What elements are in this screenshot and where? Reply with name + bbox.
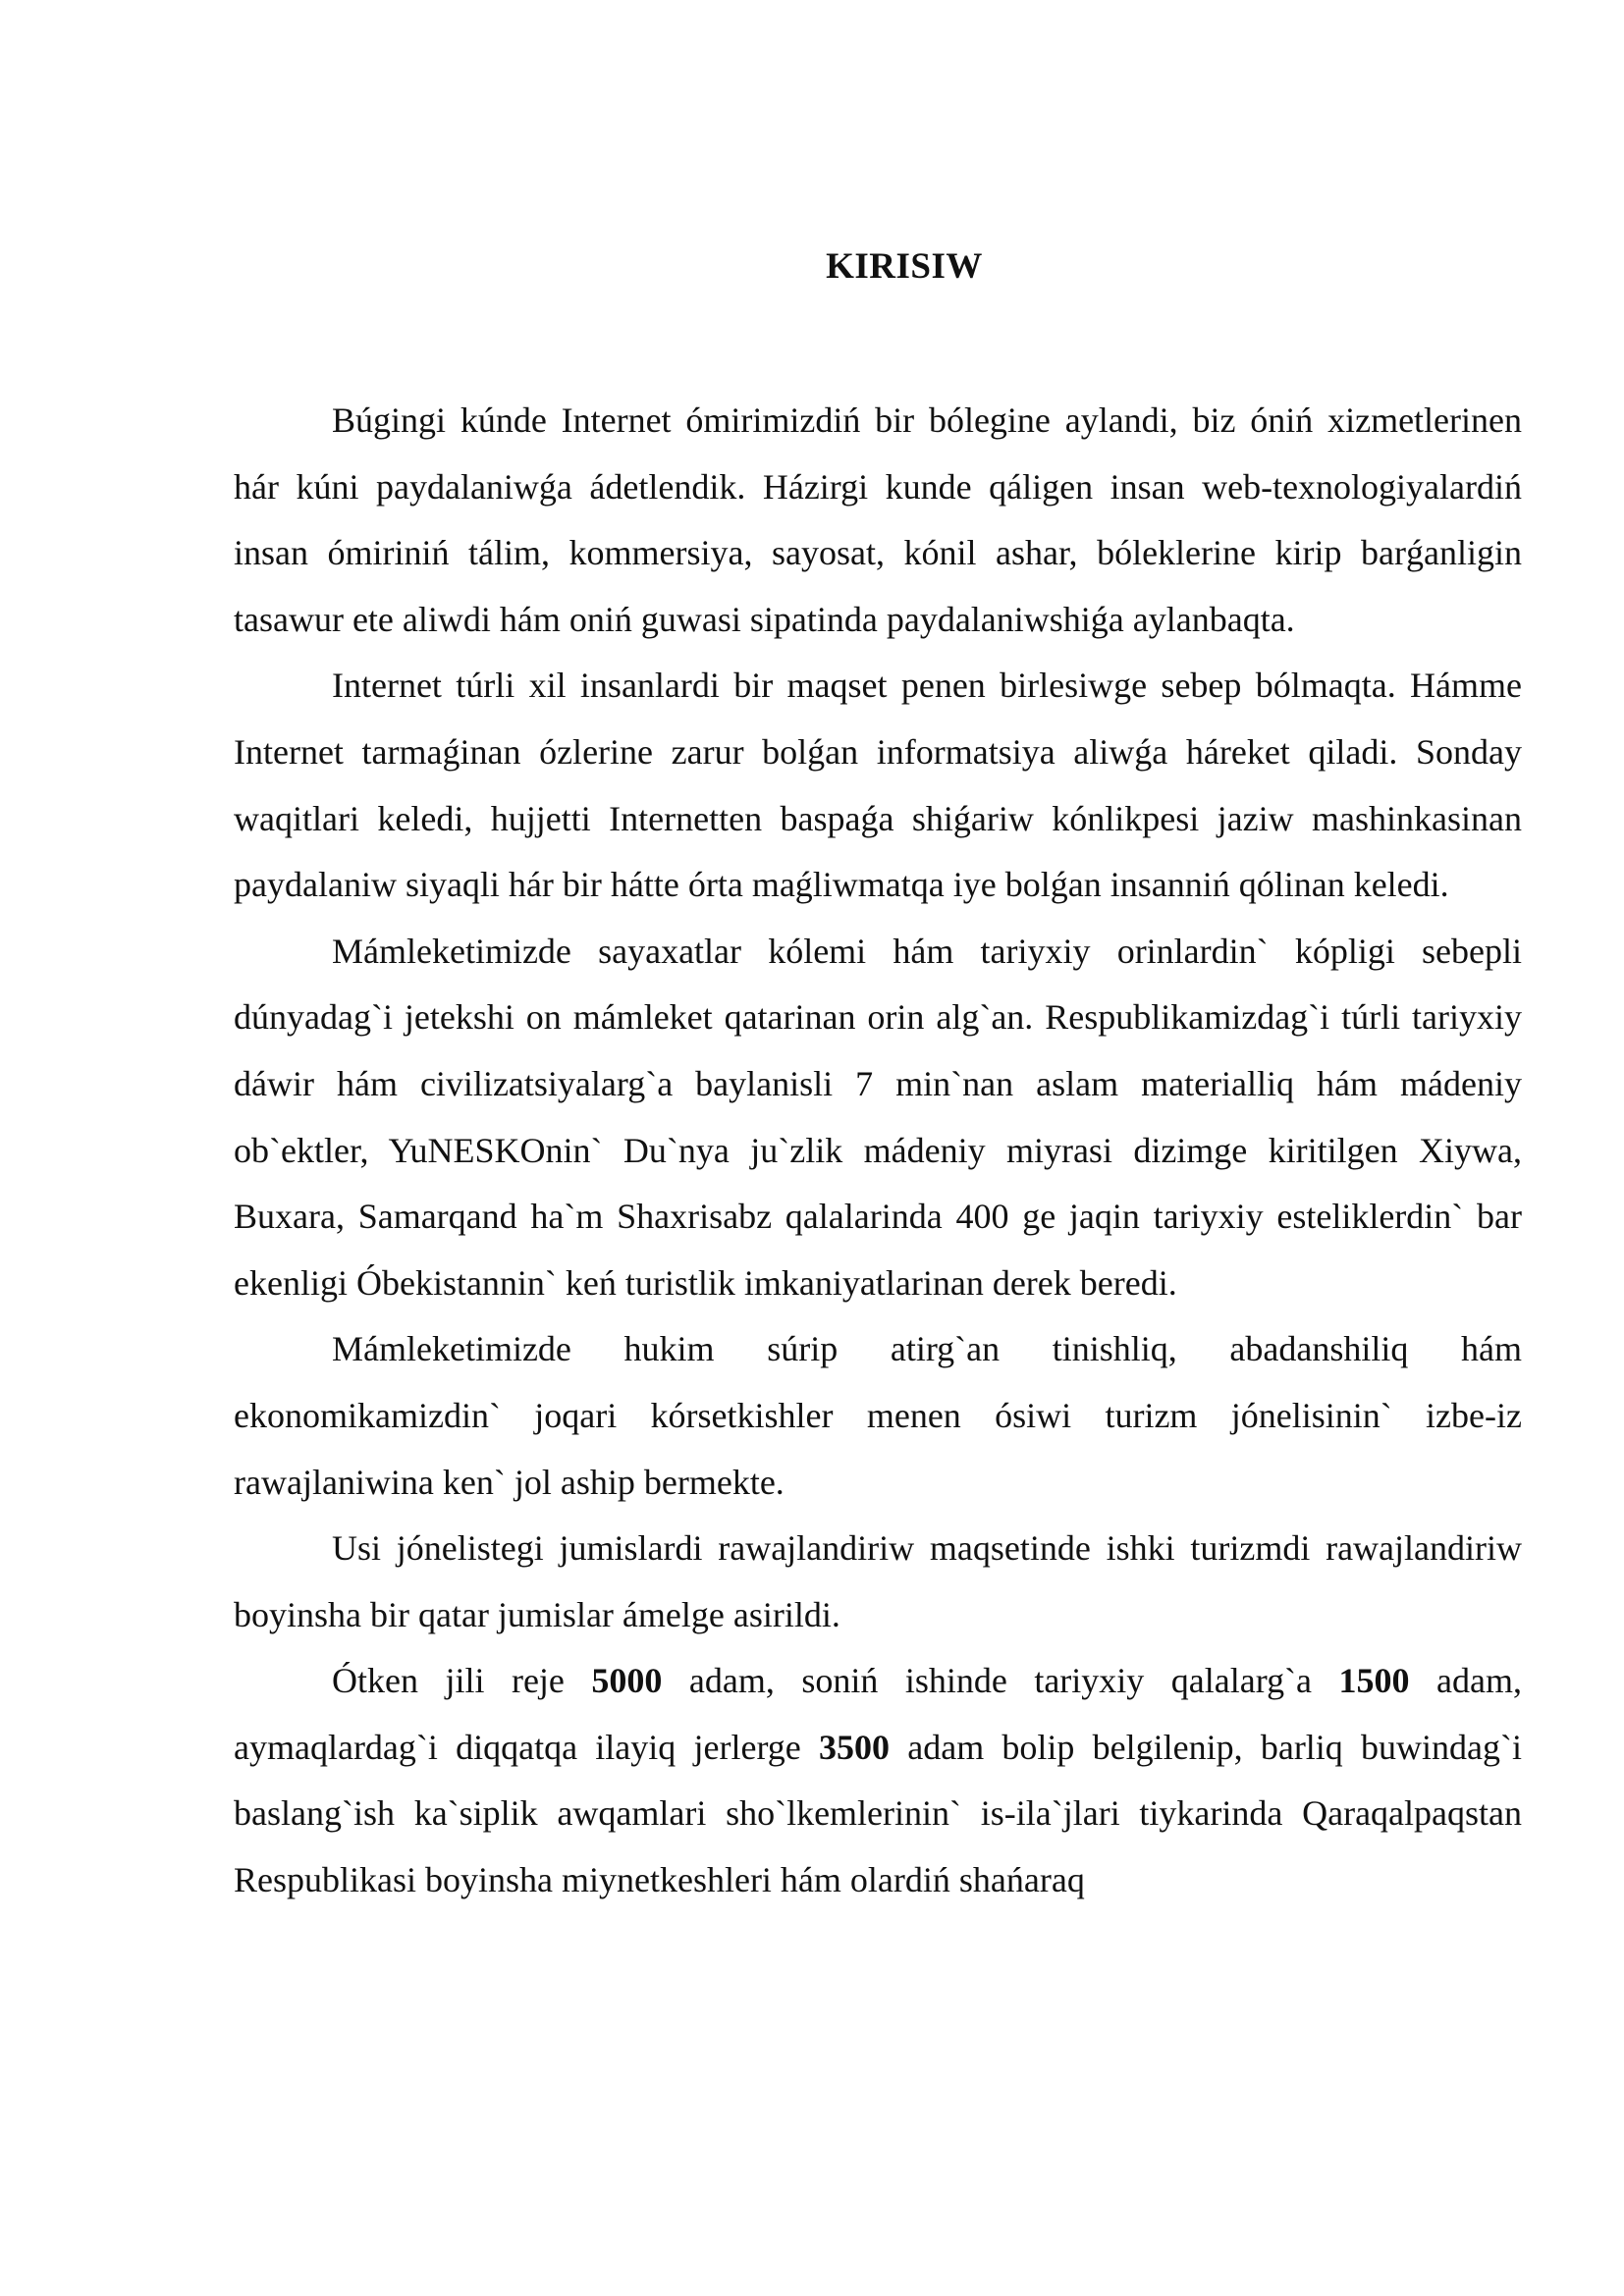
- bold-number: 5000: [591, 1661, 663, 1701]
- paragraph-text: Mámleketimizde hukim súrip atirg`an tinishliq, abadanshiliq hám ekonomikamizdin` joqari kórsetkishler menen ósiwi turizm jónelisinin` izbe-iz rawajlaniwina ken` jol aship bermekte.: [234, 1329, 1522, 1502]
- paragraph-text: adam, aymaqlardag`i diqqatqa ilayiq jerlerge: [234, 1661, 1522, 1767]
- paragraph-text: Ótken jili reje: [332, 1661, 592, 1701]
- paragraph-text: Mámleketimizde sayaxatlar kólemi hám tariyxiy orinlardin` kópligi sebepli dúnyadag`i jetekshi on mámleket qatarinan orin alg`an. Respublikamizdag`i túrli tariyxiy dáwir hám civilizatsiyalarg`a baylanisli 7 min`nan aslam materialliq hám mádeniy ob`ektler, YuNESKOnin` Du`nya ju`zlik mádeniy miyrasi dizimge kiritilgen Xiywa, Buxara, Samarqand ha`m Shaxrisabz qalalarinda 400 ge jaqin tariyxiy esteliklerdin` bar ekenligi Óbekistannin` keń turistlik imkaniyatlarinan derek beredi.: [234, 931, 1522, 1303]
- document-title: KIRISIW: [826, 246, 983, 287]
- paragraph-text: adam, soniń ishinde tariyxiy qalalarg`a: [662, 1661, 1339, 1701]
- paragraph-text: Búgingi kúnde Internet ómirimizdiń bir bólegine aylandi, biz óniń xizmetlerinen hár kúni paydalaniwǵa ádetlendik. Házirgi kunde qáligen insan web-texnologiyalardiń insan ómiriniń tálim, kommersiya, sayosat, kónil ashar, bóleklerine kirip barǵanligin tasawur ete aliwdi hám oniń guwasi sipatinda paydalaniwshiǵa aylanbaqta.: [234, 400, 1522, 639]
- paragraph: [234, 1648, 1522, 1913]
- paragraph: [234, 919, 1522, 1317]
- bold-number: 3500: [819, 1727, 891, 1767]
- paragraph-text: Usi jónelistegi jumislardi rawajlandiriw maqsetinde ishki turizmdi rawajlandiriw boyinsha bir qatar jumislar ámelge asirildi.: [234, 1528, 1522, 1634]
- paragraph: [234, 653, 1522, 918]
- paragraph: [234, 1516, 1522, 1648]
- paragraph-text: adam bolip belgilenip, barliq buwindag`i baslang`ish ka`siplik awqamlari sho`lkemlerinin` is-ila`jlari tiykarinda Qaraqalpaqstan Respublikasi boyinsha miynetkeshleri hám olardiń shańaraq: [234, 1727, 1523, 1900]
- paragraph: [234, 388, 1522, 653]
- document-body: [234, 388, 1522, 1914]
- paragraph: [234, 1316, 1522, 1516]
- bold-number: 1500: [1338, 1661, 1410, 1701]
- paragraph-text: Internet túrli xil insanlardi bir maqset penen birlesiwge sebep bólmaqta. Hámme Internet tarmaǵinan ózlerine zarur bolǵan informatsiya aliwǵa háreket qiladi. Sonday waqitlari keledi, hujjetti Internetten baspaǵa shiǵariw kónlikpesi jaziw mashinkasinan paydalaniw siyaqli hár bir hátte órta maǵliwmatqa iye bolǵan insanniń qólinan keledi.: [234, 666, 1522, 905]
